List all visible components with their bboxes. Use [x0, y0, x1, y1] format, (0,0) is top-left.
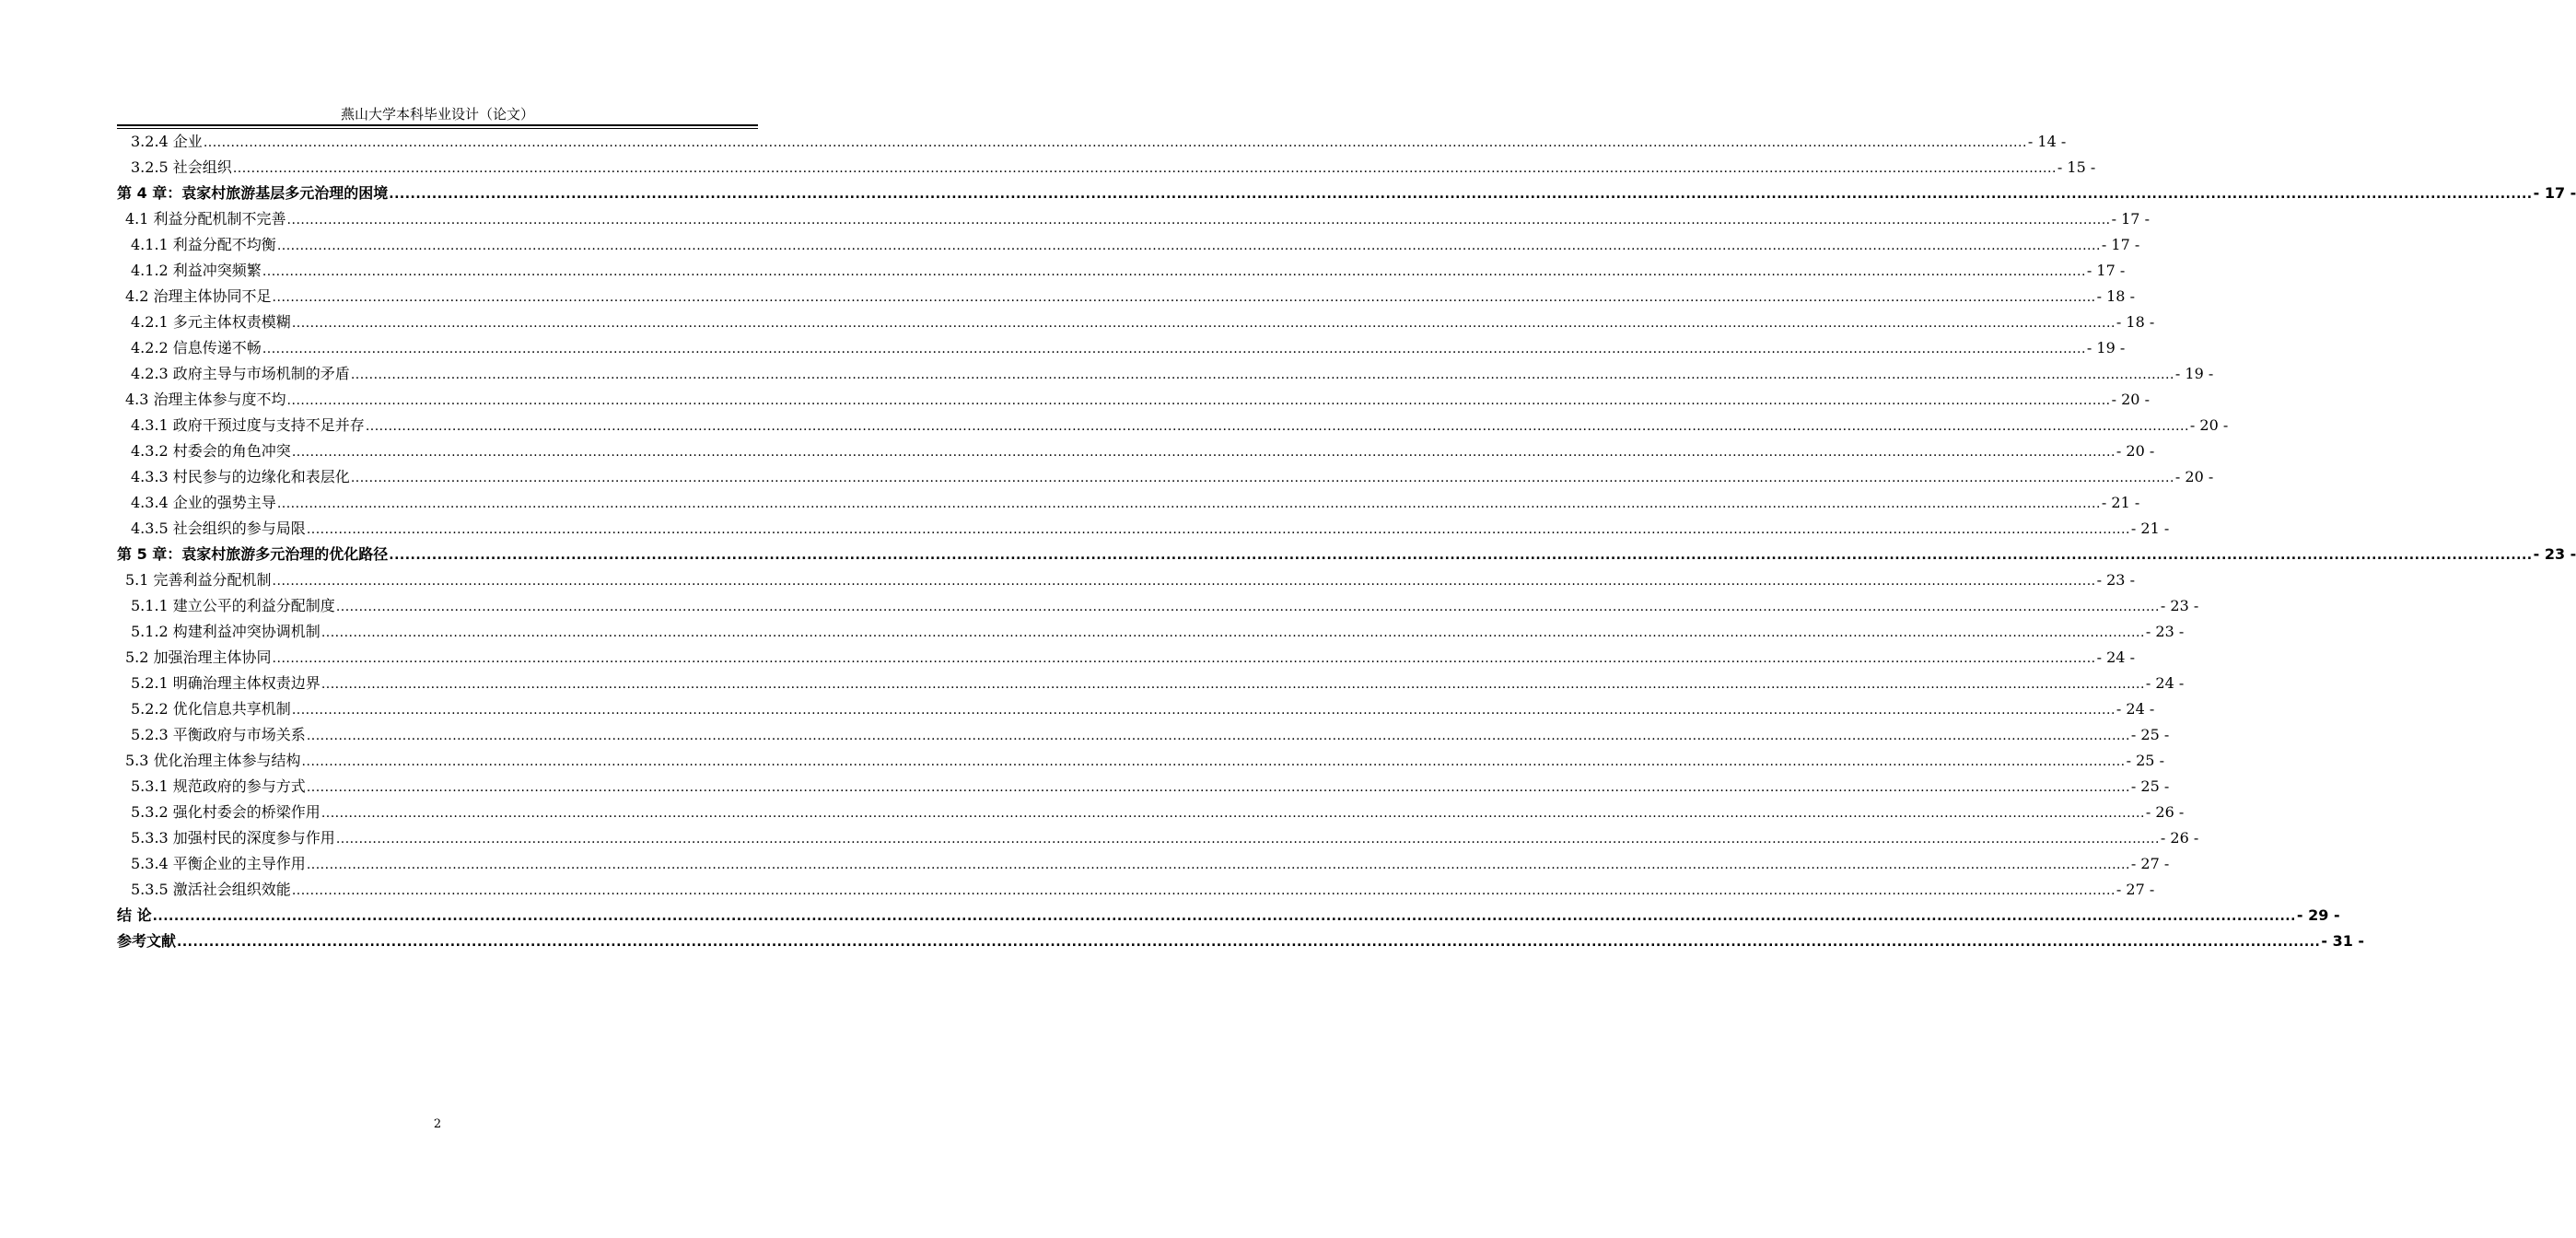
toc-entry[interactable]: [117, 490, 2140, 516]
page-header: 燕山大学本科毕业设计（论文）: [340, 106, 534, 123]
toc-entry-title: 5.3.2 强化村委会的桥梁作用: [131, 803, 321, 821]
toc-leader-dots: ................................................................................................................................................................................................................................................................................................................................................................................................................: [350, 368, 2174, 382]
toc-entry-page: - 17 -: [2086, 262, 2126, 279]
toc-entry-title: 5.2.1 明确治理主体权责边界: [131, 674, 321, 692]
toc-entry-page: - 19 -: [2174, 365, 2214, 382]
toc-entry[interactable]: [117, 516, 2170, 542]
toc-entry[interactable]: [117, 464, 2214, 490]
toc-entry-title: 5.3 优化治理主体参与结构: [125, 752, 301, 769]
toc-entry[interactable]: [117, 800, 2185, 825]
toc-entry-title: 5.2.2 优化信息共享机制: [131, 700, 291, 718]
toc-entry[interactable]: [117, 361, 2214, 387]
toc-leader-dots: ................................................................................................................................................................................................................................................................................................................................................................................................................: [286, 393, 2111, 408]
toc-leader-dots: ................................................................................................................................................................................................................................................................................................................................................................................................................: [306, 858, 2130, 872]
toc-entry[interactable]: [117, 129, 2067, 155]
toc-leader-dots: ................................................................................................................................................................................................................................................................................................................................................................................................................: [291, 316, 2116, 331]
header-rule-thick: [117, 124, 758, 126]
toc-entry[interactable]: [117, 722, 2170, 748]
toc-leader-dots: ................................................................................................................................................................................................................................................................................................................................................................................................................: [365, 419, 2189, 434]
toc-entry-page: - 21 -: [2101, 494, 2140, 511]
toc-entry-title: 4.3.5 社会组织的参与局限: [131, 520, 306, 537]
toc-leader-dots: ................................................................................................................................................................................................................................................................................................................................................................................................................: [321, 677, 2145, 692]
toc-entry[interactable]: [117, 413, 2229, 438]
toc-entry-title: 5.1 完善利益分配机制: [125, 571, 272, 589]
toc-leader-dots: ................................................................................................................................................................................................................................................................................................................................................................................................................: [306, 522, 2130, 537]
toc-leader-dots: ................................................................................................................................................................................................................................................................................................................................................................................................................: [272, 574, 2096, 589]
toc-entry[interactable]: [117, 284, 2135, 310]
toc-leader-dots: ................................................................................................................................................................................................................................................................................................................................................................................................................: [335, 832, 2160, 847]
toc-entry-title: 5.3.4 平衡企业的主导作用: [131, 855, 306, 872]
toc-entry-page: - 20 -: [2174, 468, 2214, 485]
toc-entry-page: - 24 -: [2116, 700, 2155, 718]
toc-entry-page: - 18 -: [2116, 313, 2155, 331]
toc-leader-dots: ................................................................................................................................................................................................................................................................................................................................................................................................................: [232, 161, 2057, 176]
toc-leader-dots: ................................................................................................................................................................................................................................................................................................................................................................................................................: [389, 548, 2533, 563]
toc-leader-dots: ................................................................................................................................................................................................................................................................................................................................................................................................................: [389, 187, 2533, 202]
toc-leader-dots: ................................................................................................................................................................................................................................................................................................................................................................................................................: [291, 703, 2116, 718]
page-number: 2: [433, 1117, 442, 1131]
toc-entry-title: 4.2.1 多元主体权责模糊: [131, 313, 291, 331]
toc-entry[interactable]: [117, 696, 2155, 722]
toc-entry-title: 4.3.1 政府干预过度与支持不足并存: [131, 416, 365, 434]
toc-leader-dots: ................................................................................................................................................................................................................................................................................................................................................................................................................: [262, 342, 2086, 356]
toc-entry[interactable]: [117, 903, 2340, 928]
toc-entry[interactable]: [117, 335, 2126, 361]
toc-entry[interactable]: [117, 155, 2096, 181]
toc-entry[interactable]: [117, 645, 2135, 671]
toc-entry-title: 4.1.2 利益冲突频繁: [131, 262, 262, 279]
toc-entry-title: 参考文献: [117, 932, 177, 950]
toc-entry-page: - 15 -: [2057, 158, 2096, 176]
toc-entry-title: 5.3.1 规范政府的参与方式: [131, 777, 306, 795]
toc-leader-dots: ................................................................................................................................................................................................................................................................................................................................................................................................................: [262, 264, 2086, 279]
toc-entry-page: - 17 -: [2111, 210, 2150, 228]
toc-leader-dots: ................................................................................................................................................................................................................................................................................................................................................................................................................: [177, 935, 2321, 950]
table-of-contents: [117, 129, 2576, 954]
toc-leader-dots: ................................................................................................................................................................................................................................................................................................................................................................................................................: [291, 445, 2116, 460]
toc-entry[interactable]: [117, 748, 2164, 774]
toc-leader-dots: ................................................................................................................................................................................................................................................................................................................................................................................................................: [276, 496, 2101, 511]
toc-leader-dots: ................................................................................................................................................................................................................................................................................................................................................................................................................: [276, 239, 2101, 253]
toc-entry[interactable]: [117, 542, 2576, 567]
toc-leader-dots: ................................................................................................................................................................................................................................................................................................................................................................................................................: [152, 909, 2296, 924]
toc-entry-title: 结 论: [117, 906, 152, 924]
toc-entry[interactable]: [117, 232, 2140, 258]
toc-leader-dots: ................................................................................................................................................................................................................................................................................................................................................................................................................: [272, 651, 2096, 666]
toc-entry-title: 4.1.1 利益分配不均衡: [131, 236, 276, 253]
toc-entry-title: 5.2.3 平衡政府与市场关系: [131, 726, 306, 743]
toc-entry-title: 4.3.4 企业的强势主导: [131, 494, 276, 511]
toc-entry-title: 4.2 治理主体协同不足: [125, 287, 272, 305]
toc-entry-title: 5.2 加强治理主体协同: [125, 648, 272, 666]
toc-entry-page: - 20 -: [2116, 442, 2155, 460]
toc-entry-page: - 17 -: [2533, 184, 2576, 202]
toc-leader-dots: ................................................................................................................................................................................................................................................................................................................................................................................................................: [335, 600, 2160, 614]
toc-leader-dots: ................................................................................................................................................................................................................................................................................................................................................................................................................: [306, 729, 2130, 743]
toc-entry[interactable]: [117, 825, 2199, 851]
toc-entry-page: - 23 -: [2533, 545, 2576, 563]
toc-entry-title: 3.2.5 社会组织: [131, 158, 232, 176]
toc-entry[interactable]: [117, 206, 2150, 232]
toc-entry-page: - 20 -: [2189, 416, 2229, 434]
toc-entry-page: - 31 -: [2321, 932, 2365, 950]
toc-leader-dots: ................................................................................................................................................................................................................................................................................................................................................................................................................: [301, 754, 2126, 769]
toc-entry-page: - 27 -: [2130, 855, 2170, 872]
toc-entry-page: - 26 -: [2160, 829, 2199, 847]
toc-leader-dots: ................................................................................................................................................................................................................................................................................................................................................................................................................: [321, 806, 2145, 821]
toc-entry-page: - 25 -: [2126, 752, 2164, 769]
toc-entry-page: - 21 -: [2130, 520, 2170, 537]
toc-entry-page: - 24 -: [2145, 674, 2185, 692]
toc-entry-page: - 19 -: [2086, 339, 2126, 356]
toc-entry-page: - 23 -: [2145, 623, 2185, 640]
toc-entry[interactable]: [117, 181, 2576, 206]
toc-entry[interactable]: [117, 671, 2185, 696]
toc-entry-title: 5.1.2 构建利益冲突协调机制: [131, 623, 321, 640]
toc-entry[interactable]: [117, 877, 2155, 903]
toc-entry-page: - 20 -: [2111, 391, 2150, 408]
toc-entry[interactable]: [117, 258, 2126, 284]
toc-entry[interactable]: [117, 438, 2155, 464]
toc-entry-title: 4.3.3 村民参与的边缘化和表层化: [131, 468, 350, 485]
toc-leader-dots: ................................................................................................................................................................................................................................................................................................................................................................................................................: [203, 135, 2027, 150]
toc-leader-dots: ................................................................................................................................................................................................................................................................................................................................................................................................................: [286, 213, 2111, 228]
toc-leader-dots: ................................................................................................................................................................................................................................................................................................................................................................................................................: [321, 625, 2145, 640]
toc-entry-title: 5.1.1 建立公平的利益分配制度: [131, 597, 335, 614]
toc-entry[interactable]: [117, 619, 2185, 645]
toc-entry-title: 4.1 利益分配机制不完善: [125, 210, 286, 228]
toc-leader-dots: ................................................................................................................................................................................................................................................................................................................................................................................................................: [291, 883, 2116, 898]
toc-entry-title: 5.3.5 激活社会组织效能: [131, 881, 291, 898]
toc-entry-page: - 25 -: [2130, 726, 2170, 743]
toc-entry[interactable]: [117, 387, 2150, 413]
toc-entry-page: - 27 -: [2116, 881, 2155, 898]
toc-entry[interactable]: [117, 593, 2199, 619]
toc-leader-dots: ................................................................................................................................................................................................................................................................................................................................................................................................................: [350, 471, 2174, 485]
toc-entry-title: 4.3 治理主体参与度不均: [125, 391, 286, 408]
toc-entry-page: - 23 -: [2160, 597, 2199, 614]
toc-leader-dots: ................................................................................................................................................................................................................................................................................................................................................................................................................: [272, 290, 2096, 305]
toc-entry-page: - 14 -: [2027, 133, 2067, 150]
toc-entry-title: 4.3.2 村委会的角色冲突: [131, 442, 291, 460]
toc-entry-title: 第 4 章：袁家村旅游基层多元治理的困境: [117, 184, 389, 202]
toc-entry[interactable]: [117, 928, 2365, 954]
toc-entry[interactable]: [117, 567, 2135, 593]
toc-entry-page: - 18 -: [2096, 287, 2135, 305]
toc-entry-title: 4.2.2 信息传递不畅: [131, 339, 262, 356]
toc-entry[interactable]: [117, 774, 2170, 800]
toc-entry-title: 5.3.3 加强村民的深度参与作用: [131, 829, 335, 847]
toc-entry-title: 第 5 章：袁家村旅游多元治理的优化路径: [117, 545, 389, 563]
toc-leader-dots: ................................................................................................................................................................................................................................................................................................................................................................................................................: [306, 780, 2130, 795]
toc-entry[interactable]: [117, 310, 2155, 335]
toc-entry-page: - 26 -: [2145, 803, 2185, 821]
toc-entry-title: 3.2.4 企业: [131, 133, 203, 150]
toc-entry-page: - 23 -: [2096, 571, 2135, 589]
toc-entry[interactable]: [117, 851, 2170, 877]
toc-entry-page: - 17 -: [2101, 236, 2140, 253]
toc-entry-page: - 24 -: [2096, 648, 2135, 666]
toc-entry-page: - 25 -: [2130, 777, 2170, 795]
toc-entry-page: - 29 -: [2296, 906, 2340, 924]
toc-entry-title: 4.2.3 政府主导与市场机制的矛盾: [131, 365, 350, 382]
